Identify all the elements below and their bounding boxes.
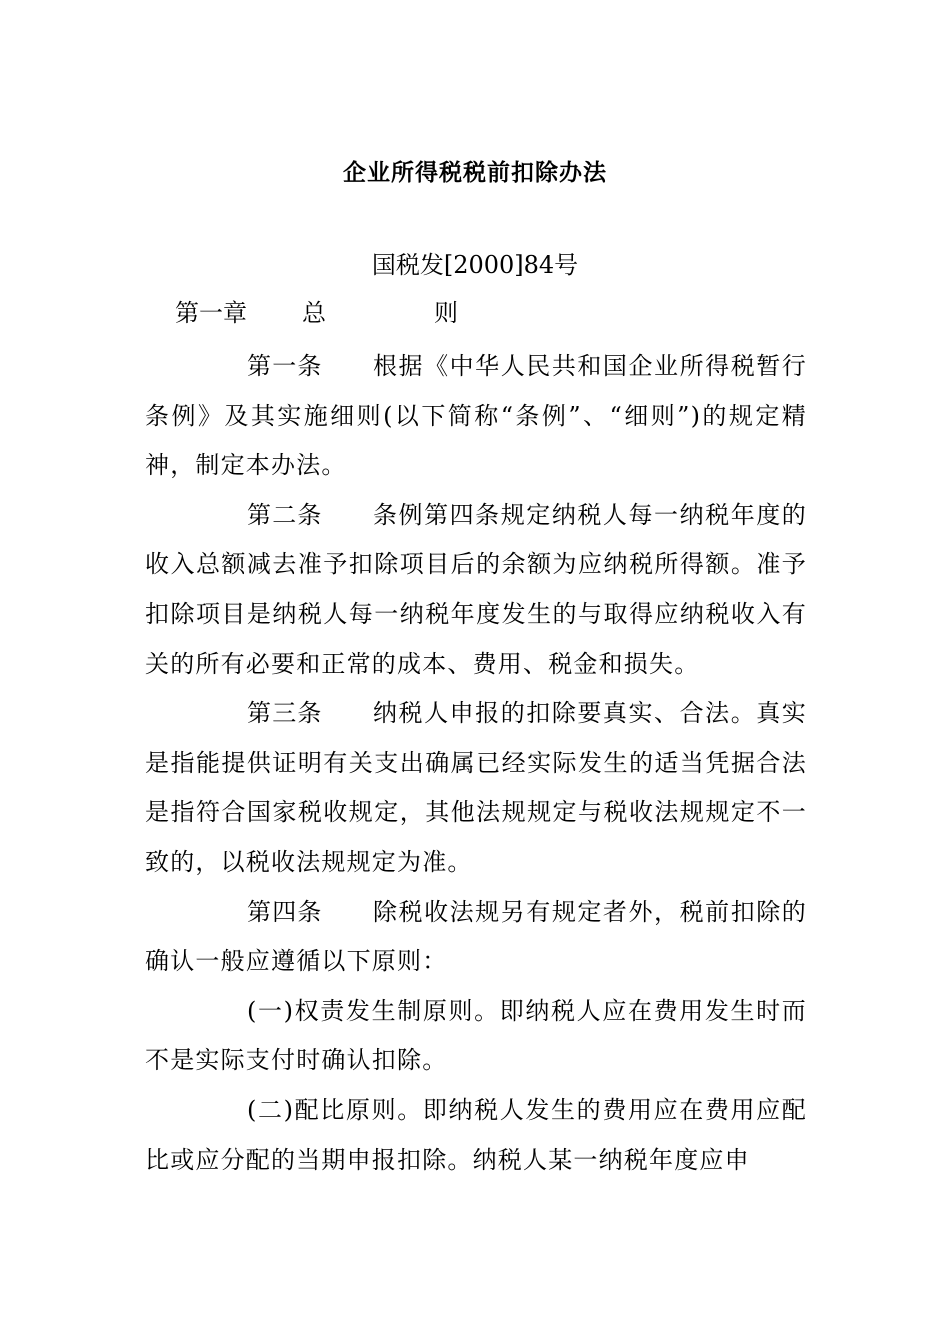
article-1 <box>145 342 807 491</box>
article-2 <box>145 491 807 689</box>
article-text: 除税收法规另有规定者外，税前扣除的确认一般应遵循以下原则： <box>145 897 807 976</box>
article-label: 第一条 <box>247 352 323 380</box>
article-text: 根据《中华人民共和国企业所得税暂行条例》及其实施细则(以下简称“条例”、“细则”)的规定精神，制定本办法。 <box>145 352 807 480</box>
principle-2: (二)配比原则。即纳税人发生的费用应在费用应配比或应分配的当期申报扣除。纳税人某一纳税年度应申 <box>145 1095 807 1174</box>
document-title: 企业所得税税前扣除办法 <box>343 159 607 186</box>
article-text: 条例第四条规定纳税人每一纳税年度的收入总额减去准予扣除项目后的余额为应纳税所得额。准予扣除项目是纳税人每一纳税年度发生的与取得应纳税收入有关的所有必要和正常的成本、费用、税金和损失。 <box>145 500 807 678</box>
chapter-name-part1: 总 <box>302 299 326 327</box>
document-body <box>145 342 807 1185</box>
chapter-heading <box>175 293 458 333</box>
article-3 <box>145 689 807 887</box>
article-4 <box>145 888 807 987</box>
article-label: 第三条 <box>247 699 323 728</box>
document-number: 国税发[2000]84号 <box>371 251 579 279</box>
article-label: 第四条 <box>247 897 323 926</box>
article-text: 纳税人申报的扣除要真实、合法。真实是指能提供证明有关支出确属已经实际发生的适当凭据合法是指符合国家税收规定，其他法规规定与税收法规规定不一致的，以税收法规规定为准。 <box>145 699 807 876</box>
chapter-name-part2: 则 <box>434 299 458 327</box>
principle-1: (一)权责发生制原则。即纳税人应在费用发生时而不是实际支付时确认扣除。 <box>145 996 807 1075</box>
article-label: 第二条 <box>247 500 323 529</box>
chapter-number: 第一章 <box>175 299 247 327</box>
